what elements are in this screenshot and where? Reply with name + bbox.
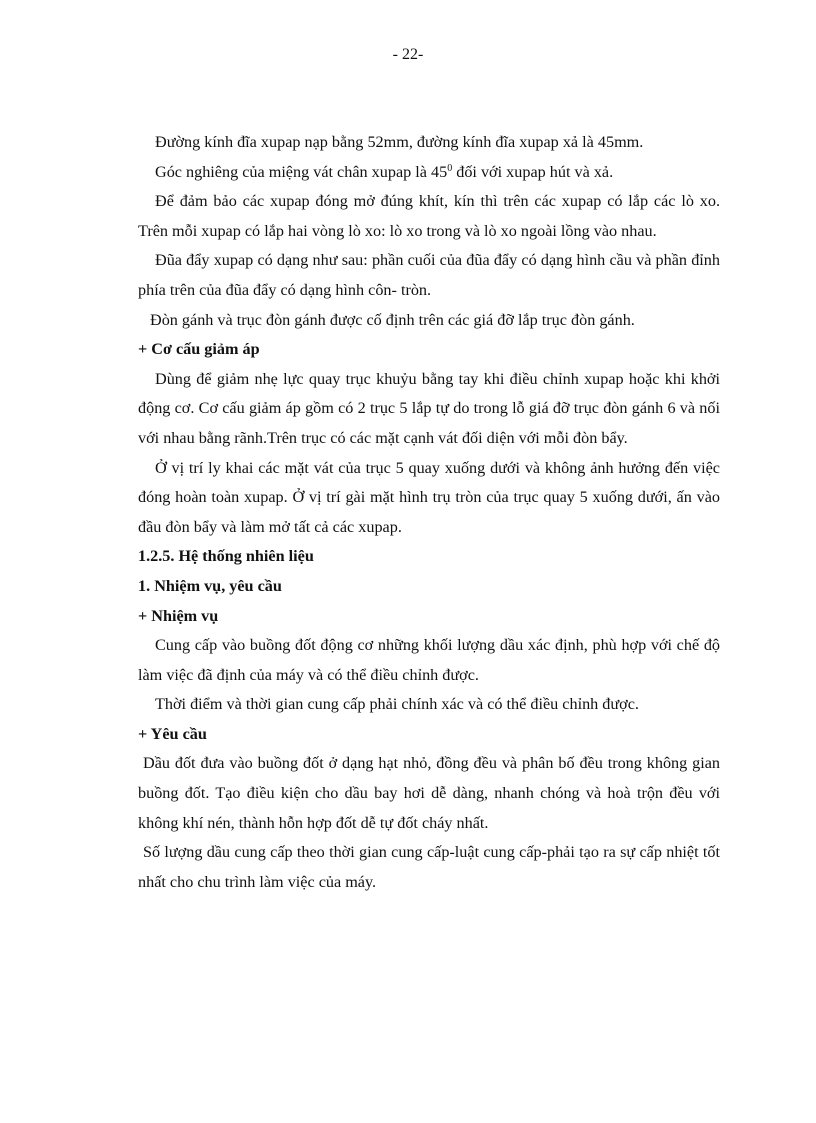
page-number: - 22- <box>392 46 424 63</box>
paragraph-fuel-atomization: Dầu đốt đưa vào buồng đốt ở dạng hạt nhỏ, đồng đều và phân bố đều trong không gian buồng đốt. Tạo điều kiện cho dầu bay hơi dễ dàng, nhanh chóng và hoà trộn đều với không khí nén, thành hỗn hợp đốt dễ tự đốt cháy nhất. <box>138 754 720 832</box>
valve-seat-angle-text: Góc nghiêng của miệng vát chân xupap là 45 <box>155 162 448 181</box>
heading-requirements: + Yêu cầu <box>138 724 207 743</box>
paragraph-decompression-purpose: Dùng để giảm nhẹ lực quay trục khuỷu bằng tay khi điều chỉnh xupap hoặc khi khởi động cơ. Cơ cấu giảm áp gồm có 2 trục 5 lắp tự do trong lỗ giá đỡ trục đòn gánh 6 và nối với nhau bằng rãnh.Trên trục có các mặt cạnh vát đối diện với mỗi đòn bẩy. <box>138 369 720 447</box>
paragraph-fuel-quantity: Số lượng dầu cung cấp theo thời gian cung cấp-luật cung cấp-phải tạo ra sự cấp nhiệt tốt nhất cho chu trình làm việc của máy. <box>138 843 720 891</box>
paragraph-valve-disc-diameter: Đường kính đĩa xupap nạp bằng 52mm, đường kính đĩa xupap xả là 45mm. <box>155 133 644 151</box>
heading-tasks-requirements: 1. Nhiệm vụ, yêu cầu <box>138 576 282 595</box>
paragraph-valve-springs: Để đảm bảo các xupap đóng mở đúng khít, kín thì trên các xupap có lắp các lò xo. Trên mỗi xupap có lắp hai vòng lò xo: lò xo trong và lò xo ngoài lồng vào nhau. <box>138 192 720 240</box>
paragraph-push-rod: Đũa đẩy xupap có dạng như sau: phần cuối của đũa đẩy có dạng hình cầu và phần đỉnh phía trên của đũa đẩy có dạng hình côn- tròn. <box>138 251 720 299</box>
document-body <box>138 128 720 897</box>
paragraph-valve-seat-angle <box>138 158 720 188</box>
valve-seat-angle-text-end: đối với xupap hút và xả. <box>452 162 614 181</box>
paragraph-fuel-supply: Cung cấp vào buồng đốt động cơ những khối lượng dầu xác định, phù hợp với chế độ làm việc đã định của máy và có thể điều chỉnh được. <box>138 636 720 684</box>
heading-fuel-system: 1.2.5. Hệ thống nhiên liệu <box>138 547 314 566</box>
paragraph-decompression-positions: Ở vị trí ly khai các mặt vát của trục 5 quay xuống dưới và không ảnh hưởng đến việc đóng hoàn toàn xupap. Ở vị trí gài mặt hình trụ tròn của trục quay 5 xuống dưới, ấn vào đầu đòn bẩy và làm mở tất cả các xupap. <box>138 458 720 536</box>
degree-superscript: 0 <box>447 162 453 174</box>
heading-decompression-mechanism: + Cơ cấu giảm áp <box>138 340 260 359</box>
paragraph-injection-timing: Thời điểm và thời gian cung cấp phải chính xác và có thể điều chỉnh được. <box>155 695 639 714</box>
heading-tasks: + Nhiệm vụ <box>138 606 219 625</box>
paragraph-rocker-arm: Đòn gánh và trục đòn gánh được cố định trên các giá đỡ lắp trục đòn gánh. <box>150 310 635 329</box>
